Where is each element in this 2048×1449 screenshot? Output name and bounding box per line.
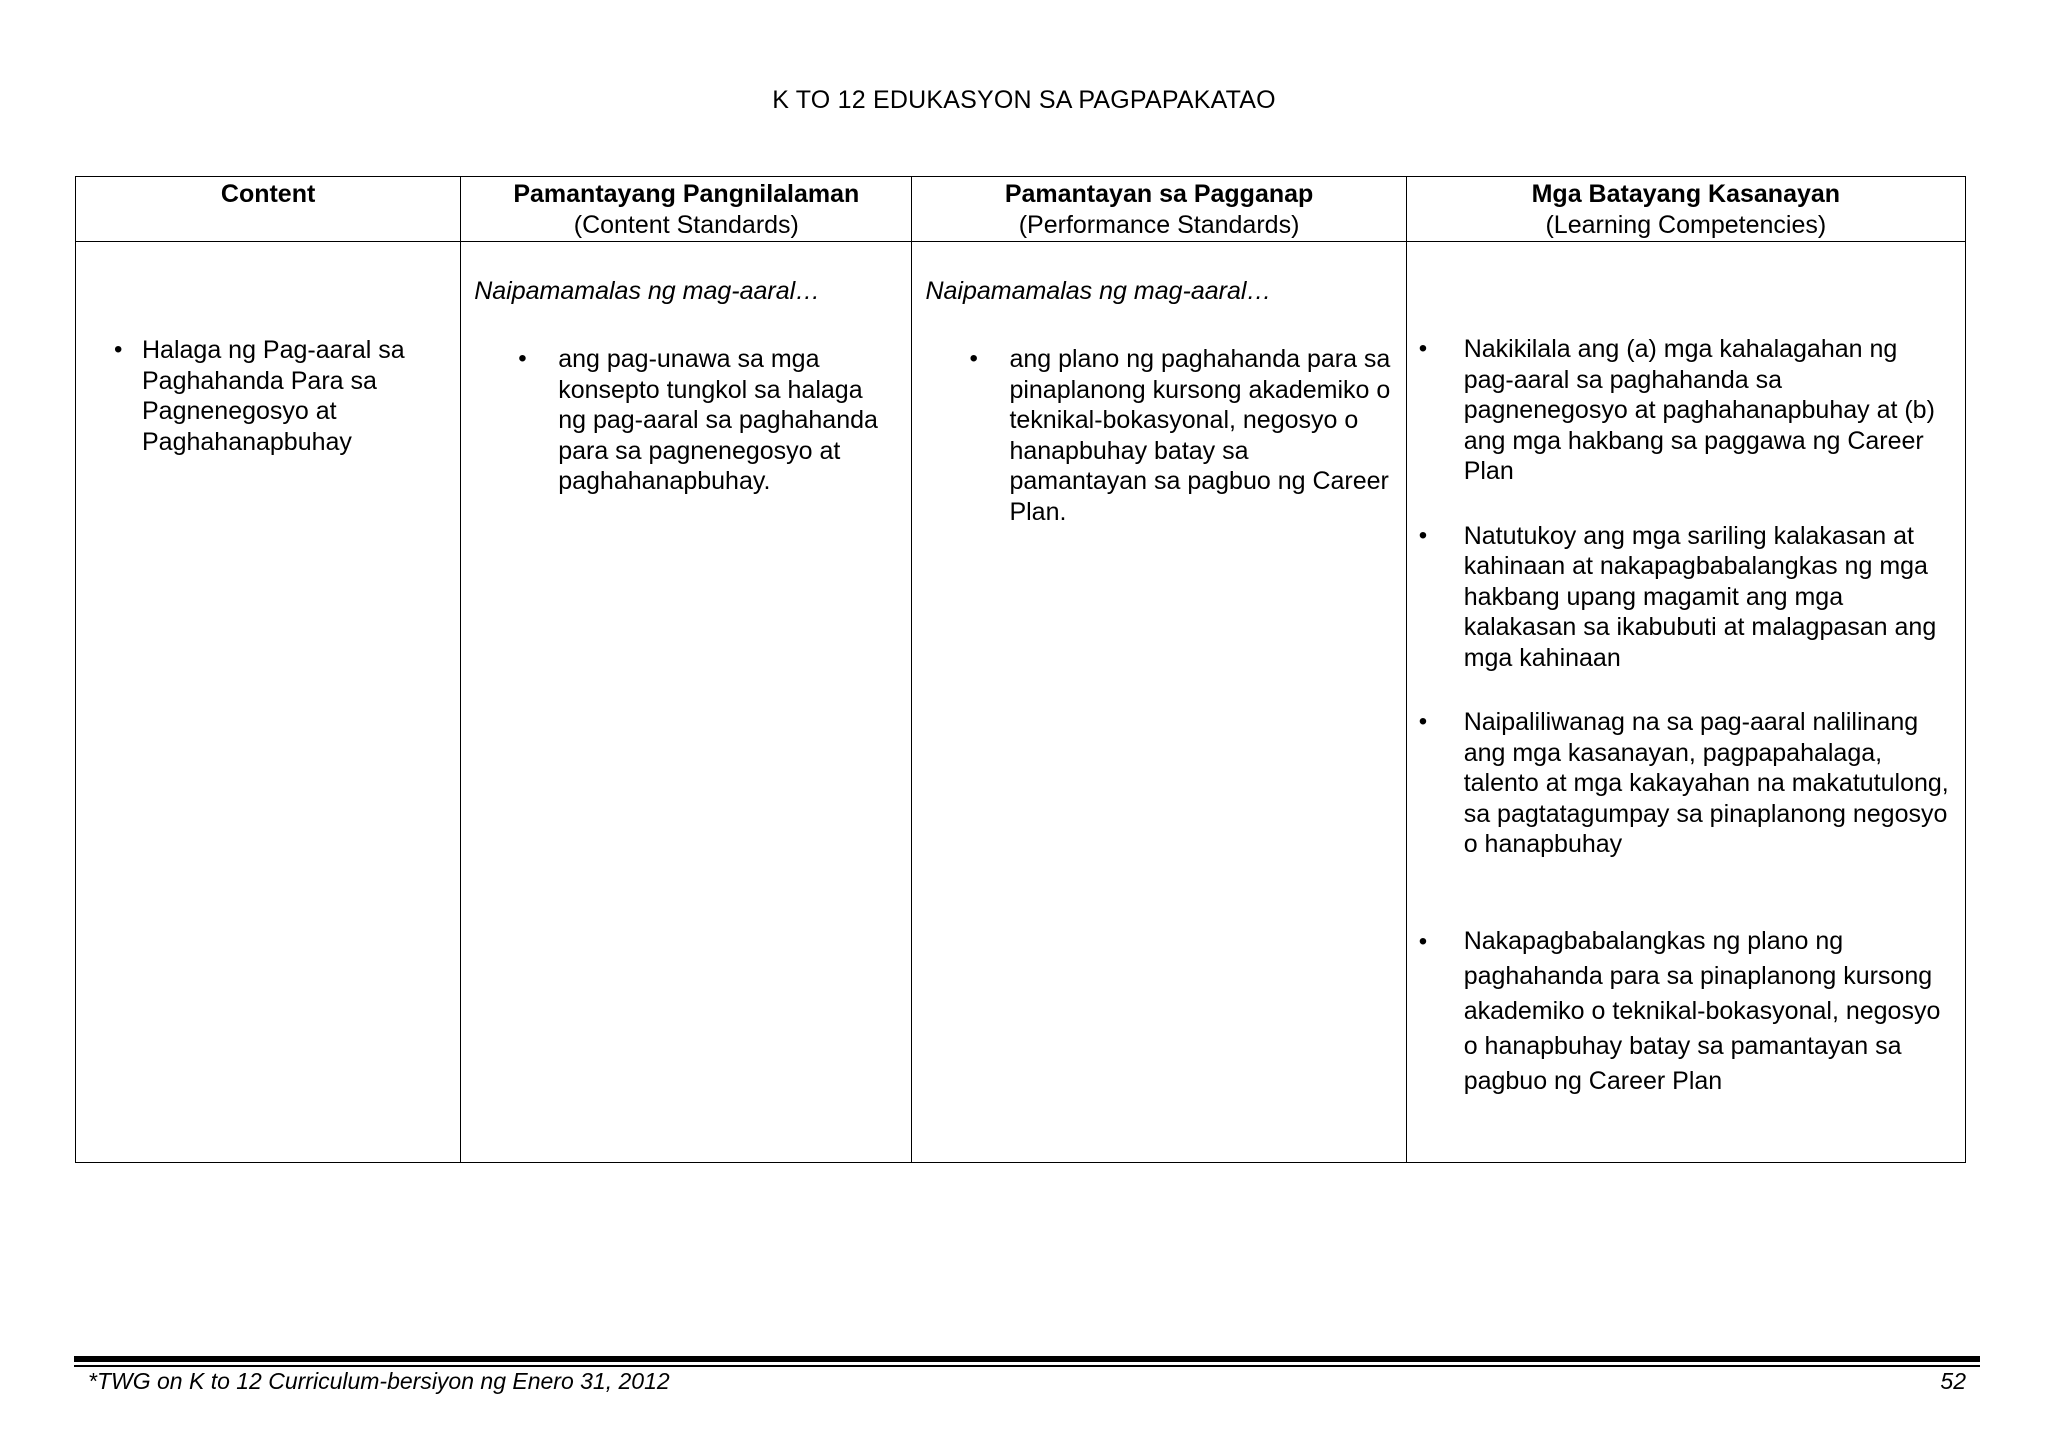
header-content-standards (461, 177, 912, 242)
header-content (76, 177, 461, 242)
performance-standards-item-text: ang plano ng paghahanda para sa pinaplanong kursong akademiko o teknikal-bokasyonal, negosyo o hanapbuhay batay sa pamantayan sa pagbuo ng Career Plan. (1009, 345, 1391, 526)
document-title: K TO 12 EDUKASYON SA PAGPAPAKATAO (772, 86, 1276, 114)
footer-divider-thin (74, 1365, 1980, 1367)
header-content-standards-title: Pamantayang Pangnilalaman (513, 180, 860, 208)
bullet-icon: • (1418, 521, 1428, 549)
learning-competencies-list (1415, 334, 1950, 1099)
list-item (110, 335, 440, 457)
bullet-icon: • (969, 345, 978, 372)
content-cell (76, 242, 461, 1163)
list-item (1415, 521, 1950, 674)
bullet-icon: • (114, 336, 123, 363)
footer-divider-thick (74, 1356, 1980, 1362)
bullet-icon: • (1418, 708, 1428, 735)
list-item (1415, 924, 1950, 1099)
header-performance-standards (912, 177, 1406, 242)
content-item-text: Halaga ng Pag-aaral sa Paghahanda Para sa Pagnenegosyo at Paghahanapbuhay (142, 336, 405, 456)
content-standards-intro: Naipamamalas ng mag-aaral… (474, 277, 821, 305)
page-number: 52 (1940, 1368, 1966, 1394)
bullet-icon: • (1418, 927, 1428, 955)
competency-text: Nakikilala ang (a) mga kahalagahan ng pag-aaral sa paghahanda sa pagnenegosyo at paghahanapbuhay at (b) ang mga hakbang sa paggawa ng Career Plan (1463, 335, 1935, 485)
header-learning-competencies-subtitle: (Learning Competencies) (1545, 211, 1827, 239)
bullet-icon: • (518, 345, 527, 372)
header-performance-standards-subtitle: (Performance Standards) (1018, 211, 1300, 239)
header-performance-standards-title: Pamantayan sa Pagganap (1004, 180, 1314, 208)
table-header-row (76, 177, 1966, 242)
competency-text: Naipaliliwanag na sa pag-aaral nalilinang ang mga kasanayan, pagpapahalaga, talento at mga kakayahan na makatutulong, sa pagtatagumpay sa pinaplanong negosyo o hanapbuhay (1463, 708, 1949, 858)
bullet-icon: • (1418, 335, 1428, 362)
competency-text: Natutukoy ang mga sariling kalakasan at kahinaan at nakapagbabalangkas ng mga hakbang upang magamit ang mga kalakasan sa ikabubuti at malagpasan ang mga kahinaan (1463, 521, 1937, 672)
performance-standards-cell (912, 242, 1406, 1163)
header-learning-competencies (1406, 177, 1965, 242)
curriculum-table (75, 176, 1966, 1163)
list-item (965, 344, 1390, 527)
performance-standards-intro: Naipamamalas ng mag-aaral… (925, 277, 1272, 305)
footer-note: *TWG on K to 12 Curriculum-bersiyon ng Enero 31, 2012 (88, 1368, 670, 1394)
header-content-standards-subtitle: (Content Standards) (573, 211, 799, 239)
content-standards-cell (461, 242, 912, 1163)
content-list (110, 335, 440, 457)
header-content-title: Content (220, 180, 316, 208)
list-item (1415, 334, 1950, 487)
content-standards-list (514, 344, 894, 497)
competency-text: Nakapagbabalangkas ng plano ng paghahanda para sa pinaplanong kursong akademiko o teknikal-bokasyonal, negosyo o hanapbuhay batay sa pamantayan sa pagbuo ng Career Plan (1463, 926, 1941, 1095)
header-learning-competencies-title: Mga Batayang Kasanayan (1531, 180, 1841, 208)
list-item (1415, 707, 1950, 860)
performance-standards-list (965, 344, 1390, 527)
list-item (514, 344, 894, 497)
content-standards-item-text: ang pag-unawa sa mga konsepto tungkol sa halaga ng pag-aaral sa paghahanda para sa pagnenegosyo at paghahanapbuhay. (558, 345, 878, 495)
learning-competencies-cell (1406, 242, 1965, 1163)
table-row (76, 242, 1966, 1163)
